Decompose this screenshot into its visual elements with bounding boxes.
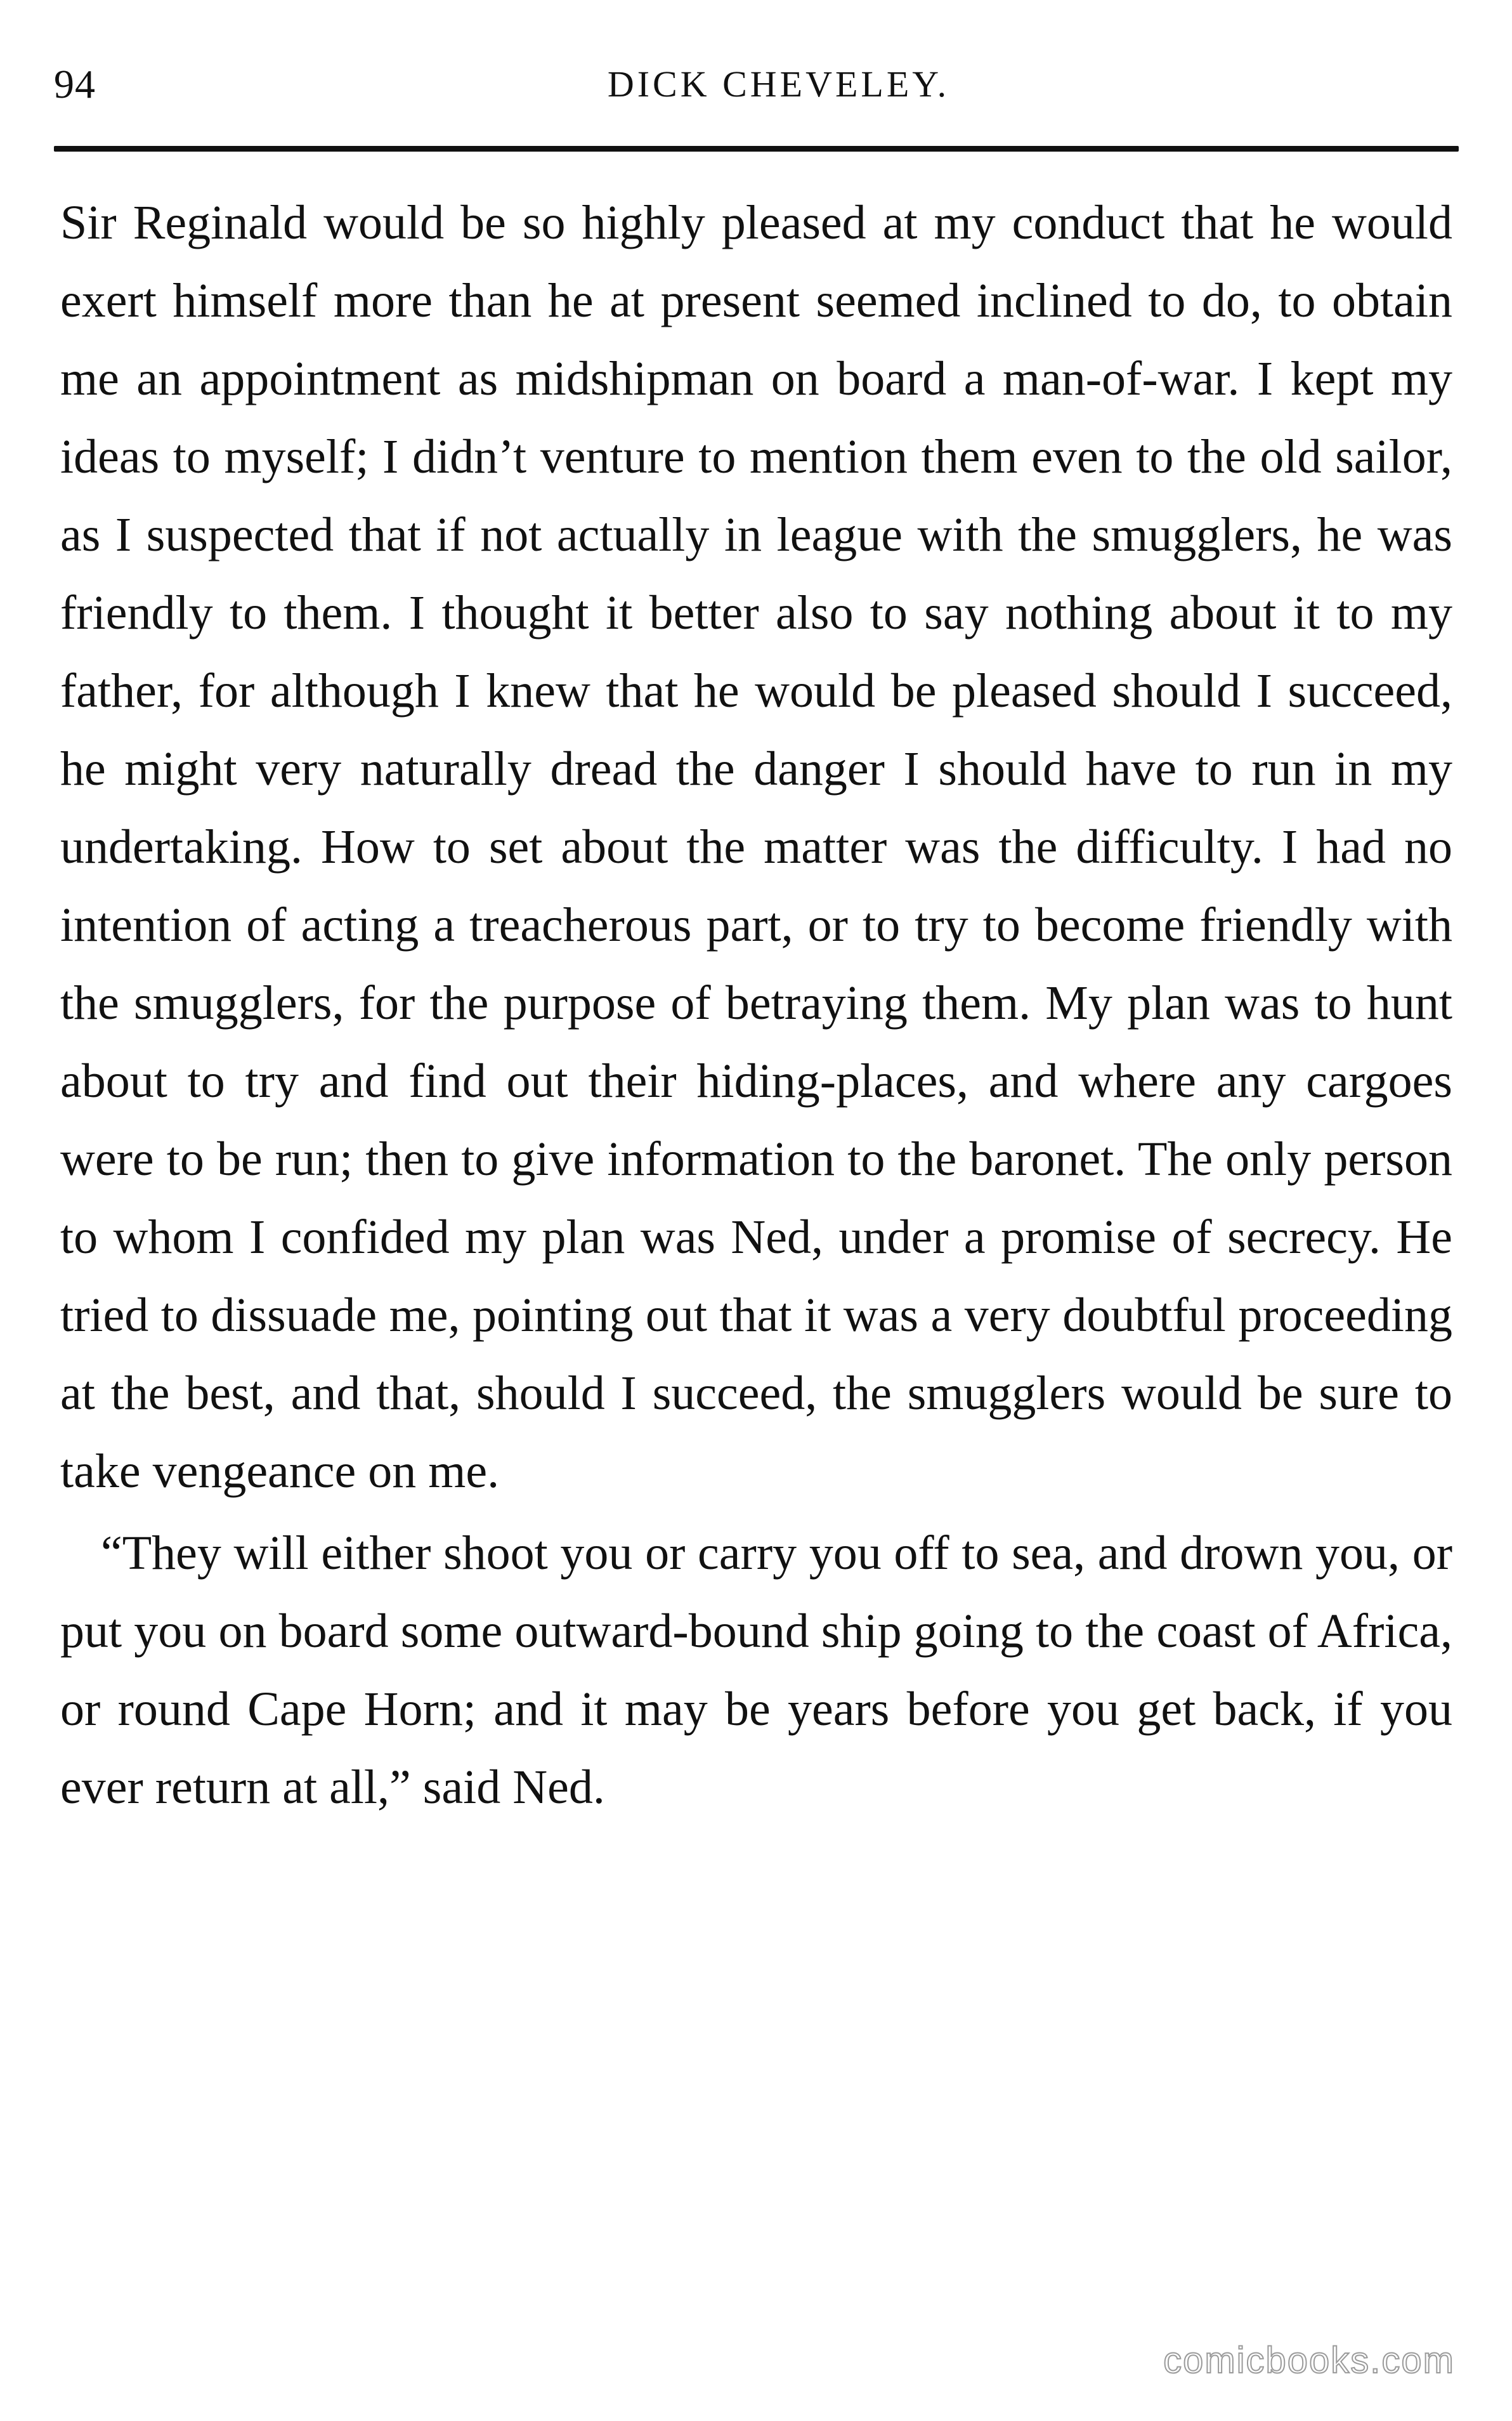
- running-title: DICK CHEVELEY.: [607, 63, 950, 105]
- paragraph-2: “They will either shoot you or carry you off to sea, and drown you, or put you on board some outward-bound ship going to the coast of Africa, or round Cape Horn; and it may be years before you get back, if you ever return at all,” said Ned.: [60, 1526, 1452, 1814]
- body-text: [60, 184, 1452, 1827]
- header-rule: [54, 146, 1459, 152]
- page-header: [54, 56, 1459, 113]
- paragraph-1: Sir Reginald would be so highly pleased at my conduct that he would exert himself more than he at present seemed inclined to do, to obtain me an appointment as midshipman on board a man-of-war. I kept my ideas to myself; I didn’t venture to mention them even to the old sailor, as I suspected that if not actually in league with the smugglers, he was friendly to them. I thought it better also to say nothing about it to my father, for although I knew that he would be pleased should I succeed, he might very naturally dread the danger I should have to run in my undertaking. How to set about the matter was the difficulty. I had no intention of acting a treacherous part, or to try to become friendly with the smugglers, for the purpose of betraying them. My plan was to hunt about to try and find out their hiding-places, and where any cargoes were to be run; then to give information to the baronet. The only person to whom I confided my plan was Ned, under a promise of secrecy. He tried to dissuade me, pointing out that it was a very doubtful proceeding at the best, and that, should I succeed, the smugglers would be sure to take vengeance on me.: [60, 196, 1452, 1498]
- page-number: 94: [54, 62, 96, 107]
- watermark: comicbooks.com: [1163, 2340, 1455, 2381]
